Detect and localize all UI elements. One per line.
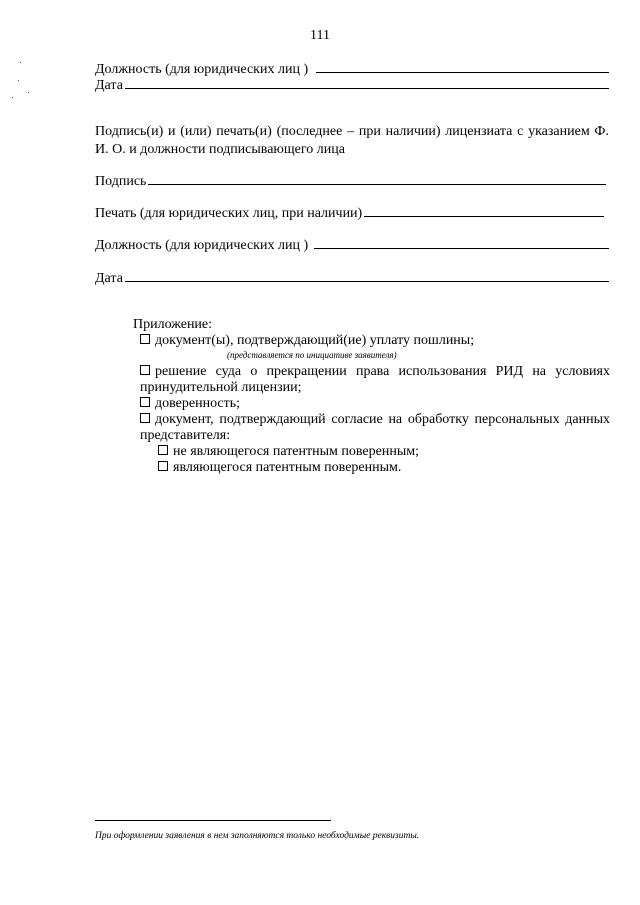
position-line <box>316 60 609 73</box>
date-field <box>95 76 609 94</box>
scan-speck <box>20 62 21 63</box>
date-line <box>125 76 609 89</box>
seal-field <box>95 204 604 222</box>
position-label-2: Должность (для юридических лиц ) <box>95 238 309 253</box>
appendix-item <box>140 333 610 349</box>
appendix-item-text: документ, подтверждающий согласие на обработку персональных данных представителя: <box>140 412 610 443</box>
appendix-item-text: доверенность; <box>155 396 241 411</box>
date-label-2: Дата <box>95 271 123 286</box>
signature-field <box>95 172 606 190</box>
scan-speck <box>12 97 13 98</box>
scan-speck <box>28 92 29 93</box>
position-field-2 <box>95 236 609 254</box>
signature-line <box>148 172 606 185</box>
checkbox[interactable] <box>140 397 150 407</box>
seal-line <box>364 204 604 217</box>
seal-label: Печать (для юридических лиц, при наличии) <box>95 206 363 221</box>
appendix-title: Приложение: <box>133 317 213 332</box>
date-field-2 <box>95 269 609 287</box>
appendix-subitem <box>140 444 610 460</box>
appendix-item <box>140 412 610 444</box>
appendix-subitem <box>140 460 610 476</box>
appendix-item-text: документ(ы), подтверждающий(ие) уплату пошлины; <box>155 333 475 348</box>
appendix-item <box>140 396 610 412</box>
signature-label: Подпись <box>95 174 147 189</box>
position-label: Должность (для юридических лиц ) <box>95 62 309 77</box>
checkbox[interactable] <box>158 461 168 471</box>
footnote: При оформлении заявления в нем заполняются только необходимые реквизиты. <box>95 831 420 841</box>
date-label: Дата <box>95 78 123 93</box>
checkbox[interactable] <box>140 413 150 423</box>
position-line-2 <box>314 236 609 249</box>
appendix-item-text: решение суда о прекращении права использования РИД на условиях принудительной лицензии; <box>140 364 610 395</box>
footnote-divider <box>95 820 331 821</box>
appendix-item <box>140 364 610 396</box>
date-line-2 <box>125 269 609 282</box>
appendix-item-note: (представляется по инициативе заявителя) <box>227 350 397 360</box>
checkbox[interactable] <box>140 334 150 344</box>
signature-instruction: Подпись(и) и (или) печать(и) (последнее – при наличии) лицензиата с указанием Ф. И. О. и должности подписывающего лица <box>95 124 609 157</box>
checkbox[interactable] <box>158 445 168 455</box>
appendix <box>133 317 610 476</box>
checkbox[interactable] <box>140 365 150 375</box>
page-number: 111 <box>310 28 330 43</box>
appendix-subitem-text: являющегося патентным поверенным. <box>173 460 402 475</box>
scan-speck <box>18 80 19 81</box>
appendix-subitem-text: не являющегося патентным поверенным; <box>173 444 419 459</box>
